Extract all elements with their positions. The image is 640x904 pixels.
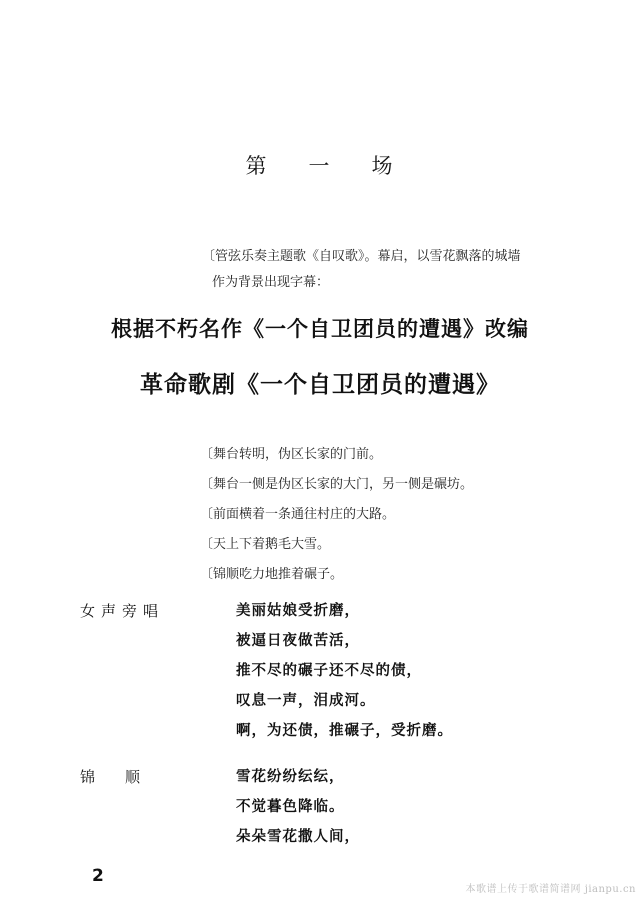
singer-name: 女声旁唱 xyxy=(80,602,165,620)
caption-adaptation: 根据不朽名作《一个自卫团员的遭遇》改编 xyxy=(111,317,529,341)
stage-direction: 〔舞台一侧是伪区长家的大门，另一侧是碾坊。 xyxy=(200,477,474,492)
lyric-line: 啊，为还债，推碾子，受折磨。 xyxy=(236,723,453,739)
lyric-line: 美丽姑娘受折磨， xyxy=(236,603,360,619)
scene-title-char: 场 xyxy=(371,154,395,178)
lyrics xyxy=(236,762,626,852)
opening-stage-direction xyxy=(202,244,602,296)
scene-title-char: 第 xyxy=(245,154,269,178)
lyric-line: 不觉暮色降临。 xyxy=(236,799,345,815)
stage-direction: 〔天上下着鹅毛大雪。 xyxy=(200,537,331,552)
opening-direction-line: 作为背景出现字幕： xyxy=(212,275,330,290)
lyric-line: 被逼日夜做苦活， xyxy=(236,633,360,649)
opening-direction-line: 〔管弦乐奏主题歌《自叹歌》。幕启，以雪花飘落的城墙 xyxy=(202,249,521,264)
lyrics xyxy=(236,596,626,746)
stage-direction: 〔舞台转明，伪区长家的门前。 xyxy=(200,447,383,462)
lyric-line: 雪花纷纷纭纭， xyxy=(236,769,345,785)
scene-title xyxy=(0,150,640,180)
stage-direction: 〔前面横着一条通往村庄的大路。 xyxy=(200,507,396,522)
singer-name: 锦顺 xyxy=(80,768,171,786)
stage-directions xyxy=(200,440,620,590)
watermark: 本歌谱上传于歌谱简谱网 jianpu.cn xyxy=(465,884,636,895)
stage-direction: 〔锦顺吃力地推着碾子。 xyxy=(200,567,344,582)
lyric-line: 叹息一声，泪成河。 xyxy=(236,693,376,709)
caption-opera-title: 革命歌剧《一个自卫团员的遭遇》 xyxy=(140,372,500,398)
lyric-line: 朵朵雪花撒人间， xyxy=(236,829,360,845)
lyric-line: 推不尽的碾子还不尽的债， xyxy=(236,663,422,679)
scene-title-char: 一 xyxy=(308,154,332,178)
page-number: 2 xyxy=(92,866,104,886)
